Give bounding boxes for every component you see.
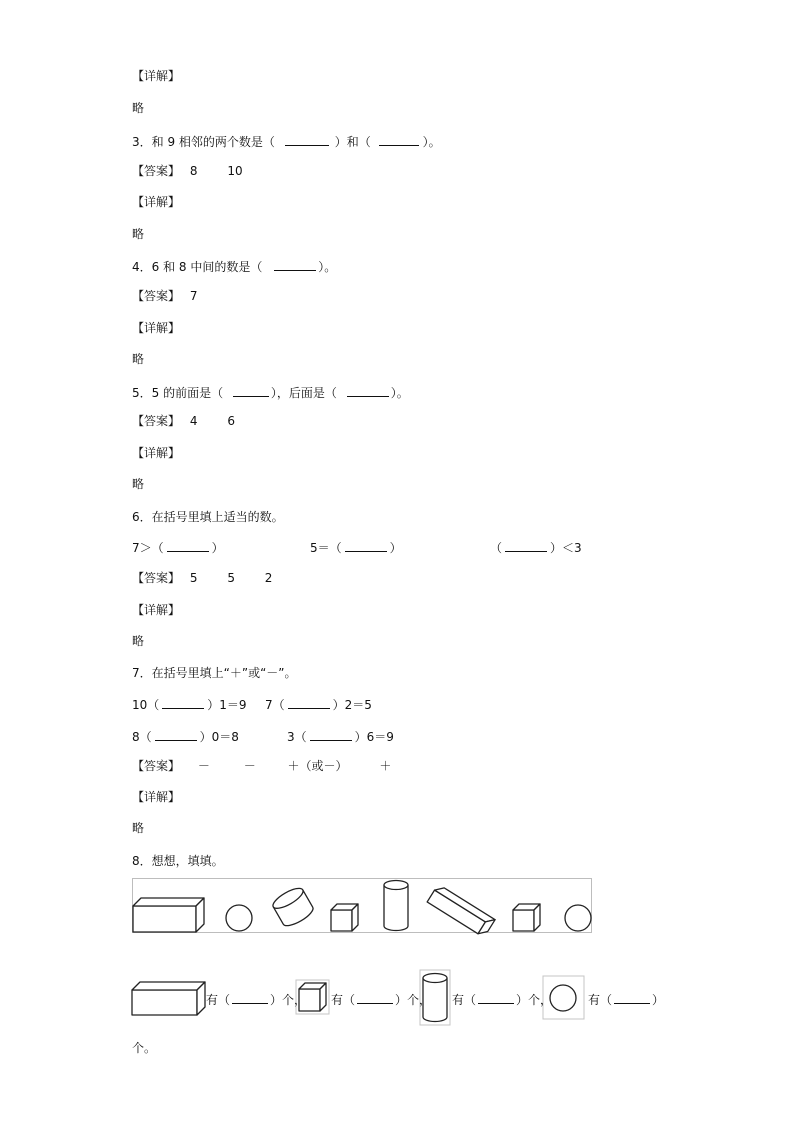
detail-text: 略 xyxy=(132,352,145,366)
detail-text: 略 xyxy=(132,634,145,648)
answer-value: 8 xyxy=(189,164,198,178)
answer-value: － xyxy=(243,759,256,773)
detail-text: 略 xyxy=(132,477,145,491)
answer-value: 4 xyxy=(189,414,198,428)
answer-value: － xyxy=(197,759,210,773)
cube-shape xyxy=(513,904,540,931)
answer-value: 5 xyxy=(227,571,235,585)
q7-row-2b-post: ）6＝9 xyxy=(354,730,394,744)
q8-blank-sphere[interactable] xyxy=(614,991,650,1004)
cube-shape xyxy=(331,904,358,931)
q4-text-post: ）。 xyxy=(318,260,337,274)
q3-text-pre: 3．和 9 相邻的两个数是（ xyxy=(132,135,275,149)
q8-cylinder-count xyxy=(452,991,552,1008)
q8-tail-text: 个。 xyxy=(132,1041,157,1055)
q6-item-1-pre: 7＞（ xyxy=(132,541,164,555)
q8-has-text: 有（ xyxy=(331,993,356,1007)
q8-close-text: ） xyxy=(652,993,665,1007)
sphere-shape xyxy=(565,905,591,931)
detail-heading: 【详解】 xyxy=(132,446,181,460)
answer-value: 10 xyxy=(227,164,243,178)
question-7: 7．在括号里填上“＋”或“－”。 xyxy=(132,666,297,680)
q6-item-2-pre: 5＝（ xyxy=(310,541,342,555)
q6-item-1-post: ） xyxy=(211,541,224,555)
q5-text-pre: 5．5 的前面是（ xyxy=(132,386,224,400)
q8-blank-cube[interactable] xyxy=(357,991,393,1004)
q8-sphere-count xyxy=(588,991,664,1008)
q6-item-3-post: ）＜3 xyxy=(550,541,582,555)
question-8: 8．想想，填填。 xyxy=(132,854,224,868)
detail-heading: 【详解】 xyxy=(132,321,181,335)
q7-row-1a-pre: 10（ xyxy=(132,698,160,712)
q8-close-text: ）个， xyxy=(270,993,307,1007)
q5-text-post: ）。 xyxy=(390,386,409,400)
detail-heading: 【详解】 xyxy=(132,603,181,617)
answer-label: 【答案】 xyxy=(132,759,181,773)
question-6: 6．在括号里填上适当的数。 xyxy=(132,510,284,524)
cuboid-shape xyxy=(133,898,204,932)
answer-value: 2 xyxy=(264,571,273,585)
answer-value: 5 xyxy=(189,571,198,585)
sphere-thumb-icon xyxy=(550,985,576,1011)
detail-heading: 【详解】 xyxy=(132,790,181,804)
cylinder-shape xyxy=(384,881,408,931)
q7-row-1b-pre: 7（ xyxy=(265,698,285,712)
q7-row-2a-post: ）0＝8 xyxy=(199,730,239,744)
q4-text-pre: 4．6 和 8 中间的数是（ xyxy=(132,260,263,274)
q8-has-text: 有（ xyxy=(206,993,231,1007)
answer-value: 7 xyxy=(189,289,198,303)
q3-text-post: ）。 xyxy=(422,135,441,149)
q6-item-3-pre: （ xyxy=(490,541,503,555)
q7-row-2b-pre: 3（ xyxy=(287,730,307,744)
q5-text-mid: ），后面是（ xyxy=(270,386,337,400)
answer-label: 【答案】 xyxy=(132,164,181,178)
detail-text: 略 xyxy=(132,821,145,835)
q7-row-1a-post: ）1＝9 xyxy=(207,698,247,712)
detail-text: 略 xyxy=(132,101,145,115)
sphere-shape xyxy=(226,905,252,931)
q7-row-1b-post: ）2＝5 xyxy=(332,698,372,712)
answer-label: 【答案】 xyxy=(132,571,181,585)
detail-text: 略 xyxy=(132,227,145,241)
q3-text-mid: ）和（ xyxy=(334,135,371,149)
tilted-cylinder-shape xyxy=(270,885,315,930)
q7-row-2a-pre: 8（ xyxy=(132,730,152,744)
tilted-cuboid-shape xyxy=(427,884,495,937)
answer-value: ＋（或－） xyxy=(287,759,348,773)
q6-item-2-post: ） xyxy=(389,541,402,555)
answer-label: 【答案】 xyxy=(132,289,181,303)
cuboid-thumb-icon xyxy=(132,982,205,1015)
q8-cuboid-count xyxy=(206,991,306,1008)
q8-close-text: ）个， xyxy=(395,993,432,1007)
q8-blank-cylinder[interactable] xyxy=(478,991,514,1004)
detail-heading: 【详解】 xyxy=(132,69,181,83)
answer-value: ＋ xyxy=(379,759,392,773)
detail-heading: 【详解】 xyxy=(132,195,181,209)
answer-label: 【答案】 xyxy=(132,414,181,428)
q8-cube-count xyxy=(331,991,431,1008)
q8-has-text: 有（ xyxy=(452,993,477,1007)
answer-value: 6 xyxy=(227,414,235,428)
q8-has-text: 有（ xyxy=(588,993,613,1007)
q8-blank-cuboid[interactable] xyxy=(232,991,268,1004)
q8-close-text: ）个， xyxy=(516,993,553,1007)
